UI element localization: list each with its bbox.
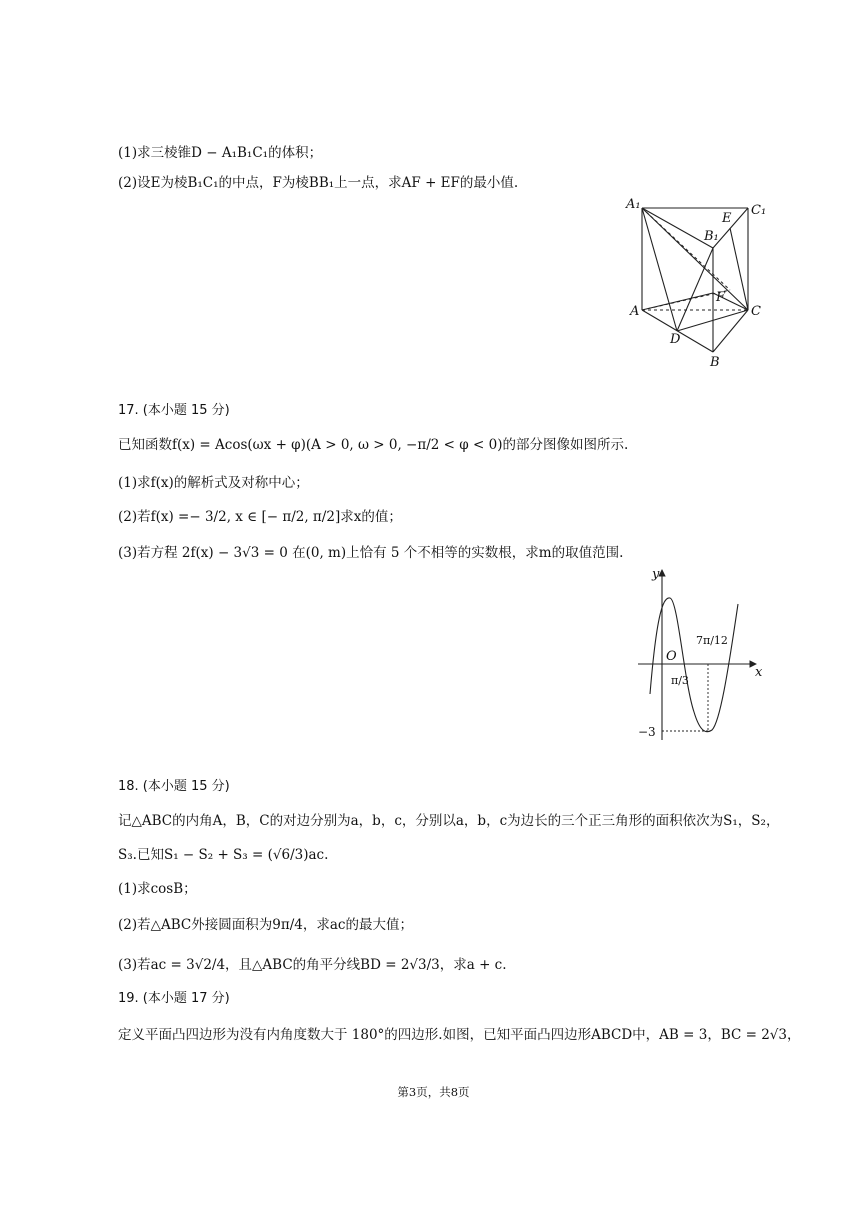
label-c: C bbox=[751, 304, 761, 319]
problem17-heading: 17. (本小题 15 分) bbox=[118, 403, 230, 418]
origin-label: O bbox=[666, 649, 677, 664]
label-f: F bbox=[716, 290, 726, 305]
problem18-q3: (3)若ac = 3√2/4，且△ABC的角平分线BD = 2√3/3，求a + c. bbox=[118, 957, 507, 973]
x-axis-label: x bbox=[755, 665, 763, 680]
problem17-q2: (2)若f(x) =− 3/2, x ∈ [− π/2, π/2]求x的值； bbox=[118, 509, 402, 525]
tick-7pi12: 7π/12 bbox=[696, 634, 728, 647]
tick-pi3: π/3 bbox=[671, 674, 689, 687]
label-a1: A₁ bbox=[626, 197, 641, 212]
line-d-b1 bbox=[677, 248, 713, 331]
dashed-a1-b1-diag bbox=[642, 208, 730, 290]
label-b: B bbox=[710, 355, 720, 370]
function-graph-figure bbox=[628, 562, 768, 752]
problem18-heading: 18. (本小题 15 分) bbox=[118, 779, 230, 794]
problem18-stem2: S₃.已知S₁ − S₂ + S₃ = (√6/3)ac. bbox=[118, 847, 329, 863]
label-c1: C₁ bbox=[751, 203, 767, 218]
tick-minus3: −3 bbox=[638, 725, 656, 739]
problem17-q1: (1)求f(x)的解析式及对称中心； bbox=[118, 475, 309, 491]
problem17-q3: (3)若方程 2f(x) − 3√3 = 0 在(0, m)上恰有 5 个不相等的实数根，求m的取值范围. bbox=[118, 545, 624, 561]
y-axis-label: y bbox=[652, 567, 660, 582]
edge-b-c bbox=[713, 310, 748, 352]
label-d: D bbox=[670, 332, 681, 347]
problem18-q1: (1)求cosB； bbox=[118, 881, 197, 897]
line-e-c bbox=[730, 228, 748, 310]
label-e: E bbox=[722, 211, 732, 226]
problem18-stem1: 记△ABC的内角A，B，C的对边分别为a，b，c，分别以a，b，c为边长的三个正三角形的面积依次为S₁，S₂， bbox=[118, 813, 780, 829]
prism-figure bbox=[620, 190, 770, 375]
problem18-q2: (2)若△ABC外接圆面积为9π/4，求ac的最大值； bbox=[118, 917, 413, 933]
problem16-q2: (2)设E为棱B₁C₁的中点，F为棱BB₁上一点，求AF + EF的最小值. bbox=[118, 175, 519, 191]
line-a1-c bbox=[642, 208, 748, 310]
problem19-stem: 定义平面凸四边形为没有内角度数大于 180°的四边形.如图，已知平面凸四边形ABCD中，AB = 3，BC = 2√3， bbox=[118, 1027, 801, 1043]
cosine-curve bbox=[650, 598, 738, 732]
label-b1: B₁ bbox=[704, 229, 719, 244]
problem19-heading: 19. (本小题 17 分) bbox=[118, 991, 230, 1006]
problem16-q1: (1)求三棱锥D − A₁B₁C₁的体积； bbox=[118, 145, 323, 161]
page-footer: 第3页，共8页 bbox=[397, 1085, 470, 1099]
label-a: A bbox=[630, 304, 640, 319]
problem17-stem: 已知函数f(x) = Acos(ωx + φ)(A > 0, ω > 0, −π/2 < φ < 0)的部分图像如图所示. bbox=[118, 437, 629, 453]
